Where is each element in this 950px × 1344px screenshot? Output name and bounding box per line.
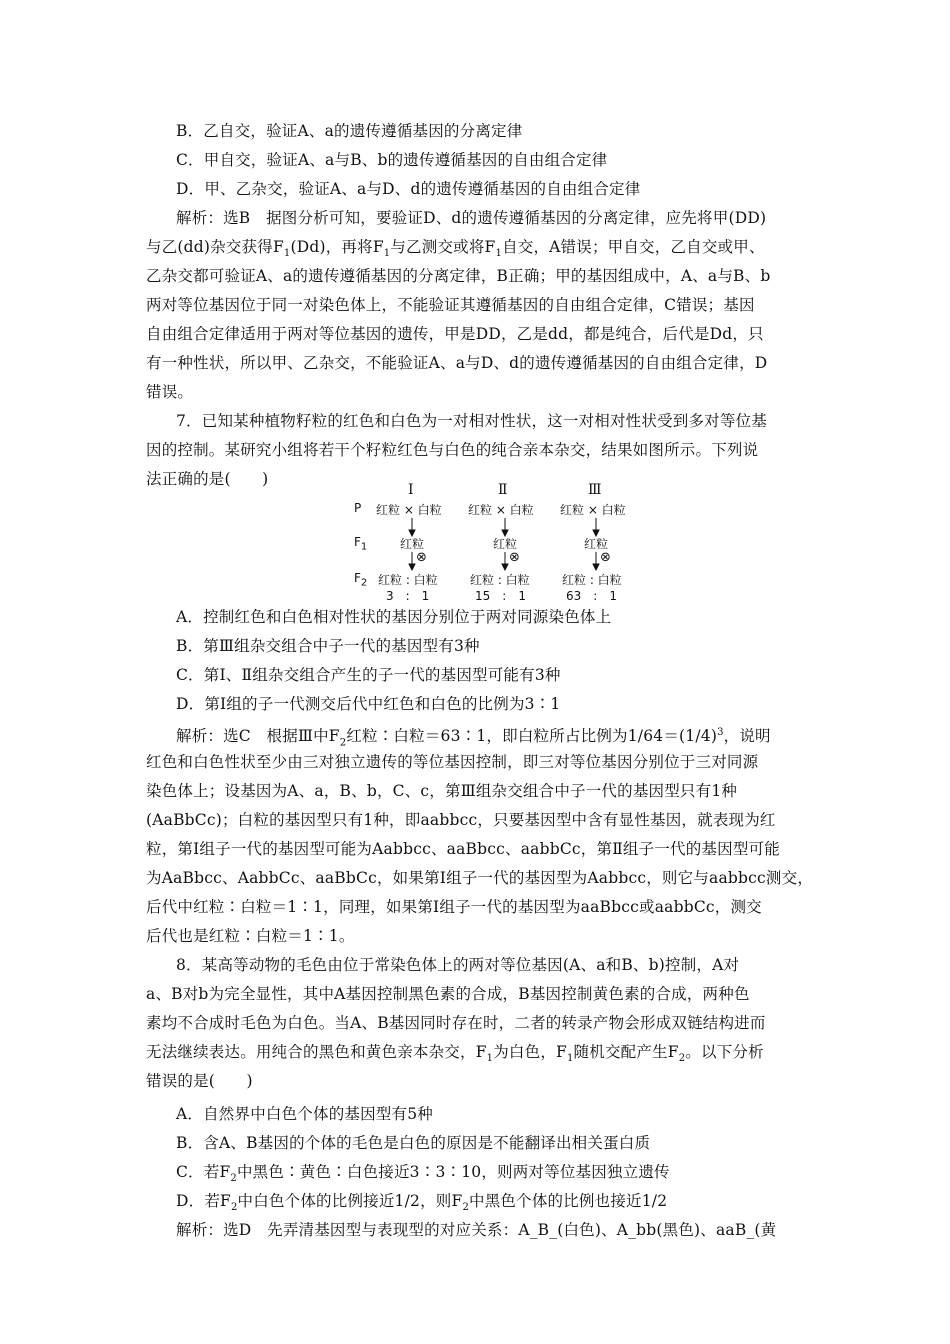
q6-analysis-line-2: 与乙(dd)杂交获得$F_1(Dd)$，再将$F_1$与乙测交或将$F_1$自交，A错误；甲自交，乙自交或甲、: [146, 238, 765, 260]
cross-diagram: [350, 482, 640, 602]
q7-analysis-line-4: (AaBbCc)；白粒的基因型只有1种，即aabbcc，只要基因型中含有显性基因，就表现为红: [146, 811, 776, 829]
f2-group-1: 红粒 : 白粒: [378, 573, 438, 587]
q7-stem-line-3: 法正确的是( ): [146, 470, 269, 488]
ratio-group-1: 3 : 1: [386, 589, 430, 603]
q7-option-b: B．第Ⅲ组杂交组合中子一代的基因型有3种: [176, 637, 480, 655]
ratio-group-3: 63 : 1: [566, 589, 617, 603]
self-cross-icon: ⊗: [509, 550, 520, 565]
q7-option-c: C．第Ⅰ、Ⅱ组杂交组合产生的子一代的基因型可能有3种: [176, 666, 561, 684]
q7-analysis-line-6: 为AaBbcc、AabbCc、aaBbCc，如果第Ⅰ组子一代的基因型为Aabbcc，则它与aabbcc测交，: [146, 869, 814, 887]
q8-analysis-line-1: 解析：选D 先弄清基因型与表现型的对应关系：A_B_(白色)、A_bb(黑色)、aaB_(黄: [176, 1221, 777, 1239]
q7-analysis-line-7: 后代中红粒∶白粒＝1∶1，同理，如果第Ⅰ组子一代的基因型为aaBbcc或aabbCc，测交: [146, 898, 762, 916]
q7-analysis-line-3: 染色体上；设基因为A、a，B、b，C、c，第Ⅲ组杂交组合中子一代的基因型只有1种: [146, 782, 738, 800]
q8-option-a: A．自然界中白色个体的基因型有5种: [176, 1105, 433, 1123]
q8-stem-line-1: 8．某高等动物的毛色由位于常染色体上的两对等位基因(A、a和B、b)控制，A对: [176, 956, 740, 974]
q6-analysis-line-1: 解析：选B 据图分析可知，要验证D、d的遗传遵循基因的分离定律，应先将甲(DD): [176, 209, 767, 227]
group-label-1: Ⅰ: [408, 482, 414, 498]
q8-stem-line-3: 素均不合成时毛色为白色。当A、B基因同时存在时，二者的转录产物会形成双链结构进而: [146, 1014, 766, 1032]
row-label-f2: $F_2$: [354, 571, 368, 589]
group-label-3: Ⅲ: [588, 482, 602, 498]
self-cross-icon: ⊗: [600, 550, 611, 565]
f1-group-2: 红粒: [493, 537, 518, 551]
q6-analysis-line-3: 乙杂交都可验证A、a的遗传遵循基因的分离定律，B正确；甲的基因组成中，A、a与B、b: [146, 267, 771, 285]
q8-option-d: D．若$F_2$中白色个体的比例接近1/2，则$F_2$中黑色个体的比例也接近1/2: [176, 1192, 668, 1214]
q7-option-d: D．第Ⅰ组的子一代测交后代中红色和白色的比例为3∶1: [176, 695, 561, 713]
q8-stem-line-5: 错误的是( ): [146, 1072, 253, 1090]
q7-analysis-line-5: 粒，第Ⅰ组子一代的基因型可能为Aabbcc、aaBbcc、aabbCc，第Ⅱ组子一代的基因型可能: [146, 840, 780, 858]
f2-group-2: 红粒 : 白粒: [470, 573, 530, 587]
q8-stem-line-4: 无法继续表达。用纯合的黑色和黄色亲本杂交，$F_1$为白色，$F_1$随机交配产生$F_2$。以下分析: [146, 1043, 764, 1065]
self-cross-icon: ⊗: [416, 550, 427, 565]
q6-analysis-line-5: 自由组合定律适用于两对等位基因的遗传，甲是DD，乙是dd，都是纯合，后代是Dd，只: [146, 325, 764, 343]
group-label-2: Ⅱ: [498, 482, 508, 498]
q8-option-c: C．若$F_2$中黑色∶黄色∶白色接近3∶3∶10，则两对等位基因独立遗传: [176, 1163, 670, 1185]
f1-group-1: 红粒: [400, 537, 425, 551]
q7-stem-line-1: 7．已知某种植物籽粒的红色和白色为一对相对性状，这一对相对性状受到多对等位基: [176, 412, 767, 430]
row-label-f1: $F_1$: [354, 535, 368, 553]
cross-group-2: 红粒 × 白粒: [468, 503, 534, 517]
q6-option-b: B．乙自交，验证A、a的遗传遵循基因的分离定律: [176, 122, 523, 140]
q7-analysis-line-8: 后代也是红粒∶白粒＝1∶1。: [146, 927, 355, 945]
q6-analysis-line-6: 有一种性状，所以甲、乙杂交，不能验证A、a与D、d的遗传遵循基因的自由组合定律，D: [146, 354, 768, 372]
q7-analysis-line-2: 红色和白色性状至少由三对独立遗传的等位基因控制，即三对等位基因分别位于三对同源: [146, 753, 759, 771]
q7-stem-line-2: 因的控制。某研究小组将若干个籽粒红色与白色的纯合亲本杂交，结果如图所示。下列说: [146, 441, 759, 459]
cross-group-1: 红粒 × 白粒: [376, 503, 442, 517]
f1-group-3: 红粒: [584, 537, 609, 551]
q6-option-d: D．甲、乙杂交，验证A、a与D、d的遗传遵循基因的自由组合定律: [176, 180, 641, 198]
ratio-group-2: 15 : 1: [475, 589, 526, 603]
q6-analysis-line-7: 错误。: [146, 383, 194, 401]
q8-stem-line-2: a、B对b为完全显性，其中A基因控制黑色素的合成，B基因控制黄色素的合成，两种色: [146, 985, 750, 1003]
row-label-p: P: [354, 501, 362, 515]
q6-option-c: C．甲自交，验证A、a与B、b的遗传遵循基因的自由组合定律: [176, 151, 608, 169]
q6-analysis-line-4: 两对等位基因位于同一对染色体上，不能验证其遵循基因的自由组合定律，C错误；基因: [146, 296, 755, 314]
f2-group-3: 红粒 : 白粒: [562, 573, 622, 587]
cross-group-3: 红粒 × 白粒: [560, 503, 626, 517]
q7-analysis-line-1: 解析：选C 根据Ⅲ中$F_2$红粒∶白粒＝63∶1，即白粒所占比例为$1/64=(1/4)^3$，说明: [176, 727, 771, 749]
q8-option-b: B．含A、B基因的个体的毛色是白色的原因是不能翻译出相关蛋白质: [176, 1134, 651, 1152]
q7-option-a: A．控制红色和白色相对性状的基因分别位于两对同源染色体上: [176, 608, 612, 626]
